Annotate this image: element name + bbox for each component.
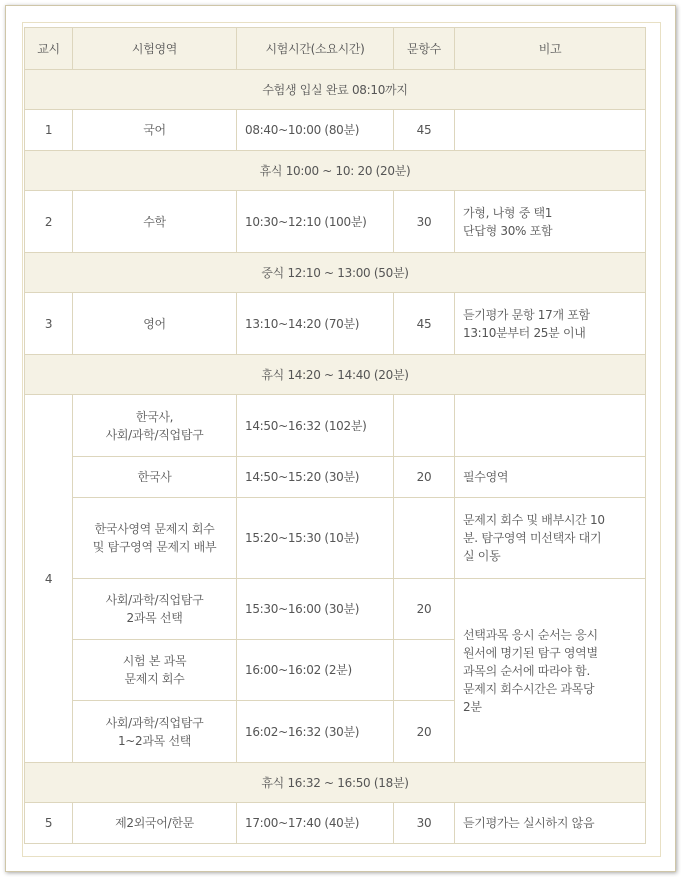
time-cell: 15:20~15:30 (10분) bbox=[237, 498, 394, 579]
subject-line: 한국사, bbox=[135, 409, 174, 424]
table-row bbox=[25, 579, 646, 640]
subject-line: 한국사영역 문제지 회수 bbox=[94, 522, 215, 536]
note-cell bbox=[455, 498, 646, 579]
note-line: 과목의 순서에 따라야 함. bbox=[463, 663, 590, 678]
exam-schedule-table bbox=[24, 27, 646, 844]
note-line: 분. 탐구영역 미선택자 대기 bbox=[463, 531, 602, 545]
subject-cell bbox=[73, 498, 237, 579]
time-cell: 10:30~12:10 (100분) bbox=[237, 191, 394, 253]
note-line: 실 이동 bbox=[463, 549, 501, 563]
note-cell bbox=[455, 191, 646, 253]
period-cell: 3 bbox=[25, 293, 73, 355]
time-cell: 14:50~16:32 (102분) bbox=[237, 395, 394, 457]
header-row bbox=[25, 28, 646, 70]
note-cell bbox=[455, 293, 646, 355]
note-cell: 듣기평가는 실시하지 않음 bbox=[455, 803, 646, 844]
note-cell bbox=[455, 395, 646, 457]
header-note: 비고 bbox=[455, 28, 646, 70]
count-cell: 45 bbox=[394, 293, 455, 355]
header-period: 교시 bbox=[25, 28, 73, 70]
table-row bbox=[25, 803, 646, 844]
time-cell: 16:00~16:02 (2분) bbox=[237, 640, 394, 701]
count-cell bbox=[394, 395, 455, 457]
break-band: 휴식 16:32 ~ 16:50 (18분) bbox=[25, 763, 646, 803]
note-line: 문제지 회수시간은 과목당 bbox=[463, 681, 595, 696]
time-cell: 17:00~17:40 (40분) bbox=[237, 803, 394, 844]
lunch-band: 중식 12:10 ~ 13:00 (50분) bbox=[25, 253, 646, 293]
note-line: 2분 bbox=[463, 699, 482, 714]
subject-cell: 국어 bbox=[73, 110, 237, 151]
entry-band: 수험생 입실 완료 08:10까지 bbox=[25, 70, 646, 110]
band-row bbox=[25, 253, 646, 293]
subject-cell bbox=[73, 395, 237, 457]
subject-line: 문제지 회수 bbox=[124, 672, 185, 686]
band-row bbox=[25, 763, 646, 803]
band-row bbox=[25, 151, 646, 191]
period-cell: 2 bbox=[25, 191, 73, 253]
table-row bbox=[25, 395, 646, 457]
band-row bbox=[25, 70, 646, 110]
count-cell: 20 bbox=[394, 701, 455, 763]
table-row bbox=[25, 110, 646, 151]
subject-cell: 수학 bbox=[73, 191, 237, 253]
count-cell bbox=[394, 640, 455, 701]
time-cell: 14:50~15:20 (30분) bbox=[237, 457, 394, 498]
subject-line: 사회/과학/직업탐구 bbox=[105, 593, 204, 607]
subject-line: 2과목 선택 bbox=[126, 611, 183, 625]
subject-line: 사회/과학/직업탐구 bbox=[105, 427, 204, 442]
subject-cell bbox=[73, 640, 237, 701]
time-cell: 16:02~16:32 (30분) bbox=[237, 701, 394, 763]
note-cell: 필수영역 bbox=[455, 457, 646, 498]
table-row bbox=[25, 293, 646, 355]
note-cell bbox=[455, 110, 646, 151]
subject-line: 1~2과목 선택 bbox=[117, 733, 192, 748]
header-time: 시험시간(소요시간) bbox=[237, 28, 394, 70]
count-cell: 20 bbox=[394, 579, 455, 640]
break-band: 휴식 14:20 ~ 14:40 (20분) bbox=[25, 355, 646, 395]
period-cell: 5 bbox=[25, 803, 73, 844]
count-cell: 30 bbox=[394, 191, 455, 253]
note-line: 13:10분부터 25분 이내 bbox=[463, 325, 586, 340]
note-line: 원서에 명기된 탐구 영역별 bbox=[463, 645, 598, 660]
count-cell: 45 bbox=[394, 110, 455, 151]
header-count: 문항수 bbox=[394, 28, 455, 70]
note-line: 문제지 회수 및 배부시간 10 bbox=[463, 513, 605, 527]
note-line: 듣기평가 문항 17개 포함 bbox=[463, 307, 590, 322]
subject-line: 사회/과학/직업탐구 bbox=[105, 715, 204, 730]
header-subject: 시험영역 bbox=[73, 28, 237, 70]
band-row bbox=[25, 355, 646, 395]
table-row bbox=[25, 191, 646, 253]
note-line: 선택과목 응시 순서는 응시 bbox=[463, 627, 598, 642]
subject-cell: 제2외국어/한문 bbox=[73, 803, 237, 844]
subject-cell: 영어 bbox=[73, 293, 237, 355]
time-cell: 13:10~14:20 (70분) bbox=[237, 293, 394, 355]
time-cell: 08:40~10:00 (80분) bbox=[237, 110, 394, 151]
note-line: 단답형 30% 포함 bbox=[463, 223, 553, 238]
table-row bbox=[25, 498, 646, 579]
period-cell: 4 bbox=[25, 395, 73, 763]
period-cell: 1 bbox=[25, 110, 73, 151]
table-row bbox=[25, 457, 646, 498]
count-cell bbox=[394, 498, 455, 579]
count-cell: 30 bbox=[394, 803, 455, 844]
subject-cell bbox=[73, 701, 237, 763]
count-cell: 20 bbox=[394, 457, 455, 498]
subject-line: 시험 본 과목 bbox=[122, 654, 187, 668]
subject-cell bbox=[73, 579, 237, 640]
note-cell bbox=[455, 579, 646, 763]
time-cell: 15:30~16:00 (30분) bbox=[237, 579, 394, 640]
break-band: 휴식 10:00 ~ 10: 20 (20분) bbox=[25, 151, 646, 191]
subject-cell: 한국사 bbox=[73, 457, 237, 498]
subject-line: 및 탐구영역 문제지 배부 bbox=[92, 540, 217, 554]
note-line: 가형, 나형 중 택1 bbox=[463, 205, 553, 220]
